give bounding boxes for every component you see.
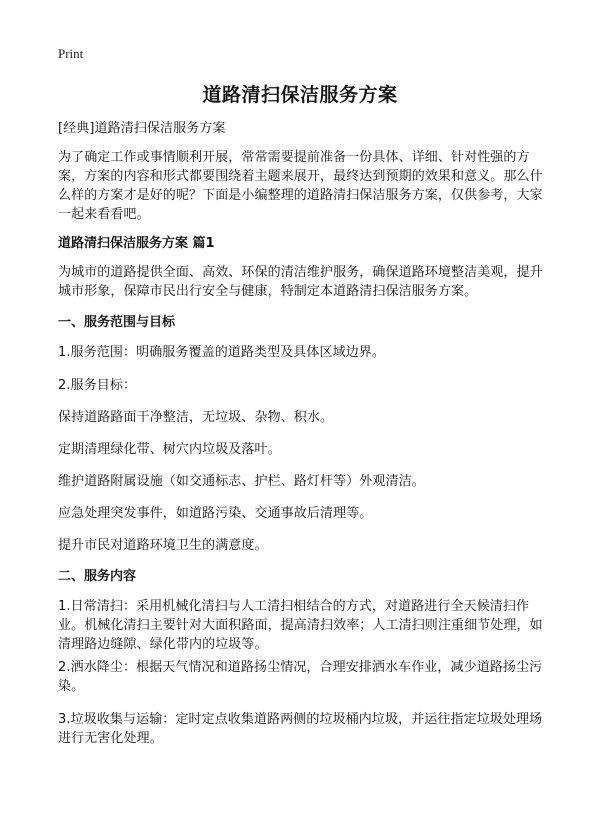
goal-detail: 维护道路附属设施（如交通标志、护栏、路灯杆等）外观清洁。 — [58, 474, 425, 489]
document-title: 道路清扫保洁服务方案 — [202, 84, 398, 106]
goal-detail: 应急处理突发事件，如道路污染、交通事故后清理等。 — [58, 506, 373, 521]
part1-heading: 一、服务范围与目标 — [58, 315, 176, 330]
goal-item: 2.服务目标： — [58, 378, 137, 393]
service-item: 2.洒水降尘：根据天气情况和道路扬尘情况，合理安排洒水车作业，减少道路扬尘污染。 — [58, 660, 543, 694]
document-subtitle: [经典]道路清扫保洁服务方案 — [58, 121, 226, 136]
goal-detail: 定期清理绿化带、树穴内垃圾及落叶。 — [58, 442, 281, 457]
service-item: 3.垃圾收集与运输：定时定点收集道路两侧的垃圾桶内垃圾，并运往指定垃圾处理场进行无害化处理。 — [58, 712, 543, 746]
print-label: Print — [58, 46, 84, 61]
goal-detail: 保持道路路面干净整洁，无垃圾、杂物、积水。 — [58, 410, 334, 425]
section-heading: 道路清扫保洁服务方案 篇1 — [58, 236, 215, 251]
goal-detail: 提升市民对道路环境卫生的满意度。 — [58, 538, 268, 553]
service-item: 1.日常清扫：采用机械化清扫与人工清扫相结合的方式，对道路进行全天候清扫作业。机械化清扫主要针对大面积路面，提高清扫效率；人工清扫则注重细节处理，如清理路边缝隙、绿化带内的垃圾等。 — [58, 599, 543, 652]
scope-item: 1.服务范围：明确服务覆盖的道路类型及具体区域边界。 — [58, 345, 386, 360]
section-intro-paragraph: 为城市的道路提供全面、高效、环保的清洁维护服务，确保道路环境整洁美观，提升城市形象，保障市民出行安全与健康，特制定本道路清扫保洁服务方案。 — [58, 265, 543, 299]
intro-paragraph: 为了确定工作或事情顺利开展，常常需要提前准备一份具体、详细、针对性强的方案，方案的内容和形式都要围绕着主题来展开，最终达到预期的效果和意义。那么什么样的方案才是好的呢？下面是小编整理的道路清扫保洁服务方案，仅供参考，大家一起来看看吧。 — [58, 150, 543, 222]
part2-heading: 二、服务内容 — [58, 569, 137, 584]
